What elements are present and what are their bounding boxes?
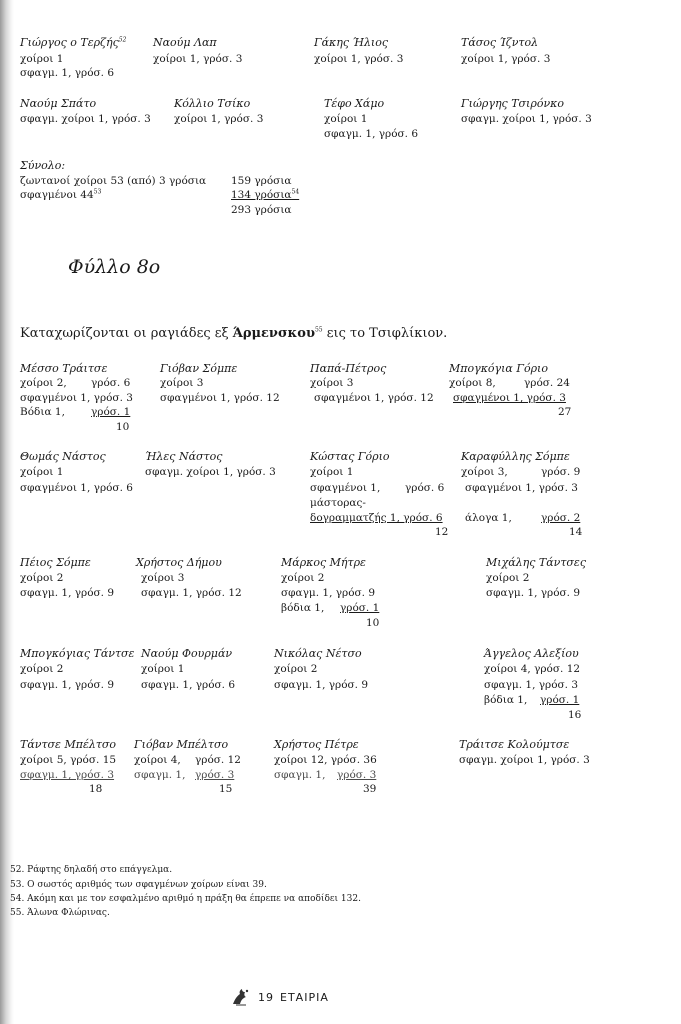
entry-name: Ναούμ Φουρμάν [141,647,233,660]
entry-line: χοίροι 3, [461,466,508,478]
entry-name: Μάρκος Μήτρε [281,556,366,569]
entry-line: χοίροι 1 [310,466,354,478]
entry-name: Ήλες Νάστος [145,450,223,463]
entry-line: χοίροι 2 [20,663,64,675]
entry-line: σφαγμ. 1, [274,769,326,781]
entry-line: χοίροι 1, γρόσ. 3 [461,53,551,65]
entry-line: γρόσ. 9 [541,466,581,478]
entry-line: σφαγμένοι 1, γρόσ. 3 [453,392,566,404]
entry-line: σφαγμ. 1, γρόσ. 9 [20,679,115,691]
entry-line: σφαγμ. χοίροι 1, γρόσ. 3 [20,113,151,125]
entry-name: Μέσσο Τράιτσε [20,362,108,375]
entry-name: Γιώργος ο Τερζής$^{52}$ [20,36,127,49]
entry-line: χοίροι 3 [141,572,185,584]
summary-slaughtered: σφαγμένοι $44^{53}$ [20,188,102,201]
footnote-54: 54. Ακόμη και με τον εσφαλμένο αριθμό η πράξη θα έπρεπε να αποδίδει 132. [10,894,361,904]
entry-line: βόδια 1, [281,602,325,614]
summary-slaughtered-total: 134 γρόσια$^{54}$ [231,188,300,201]
entry-total: 12 [435,526,449,538]
entry-line: σφαγμ. χοίροι 1, γρόσ. 3 [145,466,276,478]
entry-name: Γάκης Ήλιος [314,36,389,49]
entry-line: γρόσ. 1 [540,694,580,706]
entry-name: Νικόλας Νέτσο [274,647,362,660]
entry-line: άλογα 1, [465,512,512,524]
entry-line: σφαγμ. 1, γρόσ. 9 [486,587,581,599]
entry-line: χοίροι 1, γρόσ. 3 [153,53,243,65]
entry-line: σφαγμ. 1, γρόσ. 9 [281,587,376,599]
entry-line: χοίροι 12, γρόσ. 36 [274,754,377,766]
entry-line: χοίροι 8, [449,377,496,389]
page-number: 19 [258,990,274,1004]
entry-line: σφαγμένοι 1, γρόσ. 6 [20,482,133,494]
entry-line: σφαγμένοι 1, γρόσ. 3 [20,392,133,404]
entry-line: σφαγμένοι 1, γρόσ. 12 [160,392,280,404]
entry-total: 16 [568,709,582,721]
summary-live-pigs: ζωντανοί χοίροι 53 (από) 3 γρόσια [20,175,207,187]
entry-name: Τάντσε Μπέλτσο [20,738,117,751]
entry-name: Χρήστος Πέτρε [274,738,359,751]
entry-line: σφαγμ. 1, γρόσ. 9 [274,679,369,691]
entry-total: 14 [569,526,583,538]
entry-line: χοίροι 3 [160,377,204,389]
entry-name: Κόλλιο Τσίκο [174,97,251,110]
entry-name: Γιόβαν Μπέλτσο [134,738,229,751]
entry-name: Ναούμ Λαπ [153,36,217,49]
entry-line: χοίροι 2 [486,572,530,584]
page-footer [230,987,329,1007]
entry-line: χοίροι 1, γρόσ. 3 [174,113,264,125]
entry-name: Μπογκόγιας Τάντσε [20,647,135,660]
entry-line: χοίροι 1 [20,53,64,65]
entry-line: χοίροι 2 [20,572,64,584]
entry-line: δογραμματζής 1, γρόσ. 6 [310,512,443,524]
entry-line: μάστορας- [310,497,366,509]
entry-total: 27 [558,406,572,418]
footnote-55: 55. Άλωνα Φλώρινας. [10,908,110,918]
entry-line: σφαγμένοι 1, γρόσ. 3 [465,482,578,494]
entry-name: Παπά-Πέτρος [310,362,387,375]
entry-name: Τάσος Ίζντολ [461,36,539,49]
entry-name: Χρήστος Δήμου [136,556,222,569]
entry-total: 10 [366,617,380,629]
entry-line: γρόσ. 6 [91,377,131,389]
summary-live-total: 159 γρόσια [231,175,292,187]
entry-line: χοίροι 1 [20,466,64,478]
entry-line: σφαγμ. 1, γρόσ. 3 [20,769,115,781]
entry-line: χοίροι 5, γρόσ. 15 [20,754,117,766]
summary-grand-total: 293 γρόσια [231,204,292,216]
entry-line: σφαγμ. 1, γρόσ. 6 [141,679,236,691]
entry-line: σφαγμ. χοίροι 1, γρόσ. 3 [461,113,592,125]
entry-line: χοίροι 2 [274,663,318,675]
entry-line: χοίροι 2 [281,572,325,584]
entry-name: Μπογκόγια Γόριο [449,362,548,375]
entry-name: Κώστας Γόριο [310,450,390,463]
footnote-52: 52. Ράφτης δηλαδή στο επάγγελμα. [10,865,173,875]
entry-line: σφαγμ. 1, γρόσ. 6 [324,128,419,140]
entry-line: γρόσ. 3 [195,769,235,781]
entry-line: χοίροι 1, γρόσ. 3 [314,53,404,65]
entry-line: σφαγμ. χοίροι 1, γρόσ. 3 [459,754,590,766]
entry-line: σφαγμ. 1, γρόσ. 3 [484,679,579,691]
entry-line: σφαγμ. 1, γρόσ. 12 [141,587,242,599]
entry-name: Γιόβαν Σόμπε [160,362,238,375]
entry-line: σφαγμ. 1, [134,769,186,781]
entry-total: 18 [89,783,103,795]
entry-total: 10 [116,421,130,433]
footnote-53: 53. Ο σωστός αριθμός των σφαγμένων χοίρων είναι 39. [10,880,267,890]
entry-line: γρόσ. 1 [91,406,131,418]
entry-total: 15 [219,783,233,795]
entry-line: βόδια 1, [484,694,528,706]
entry-line: χοίροι 1 [324,113,368,125]
entry-name: Τέφο Χάμο [324,97,385,110]
entry-name: Τράιτσε Κολούμτσε [459,738,570,751]
entry-name: Πέιος Σόμπε [20,556,91,569]
entry-line: σφαγμ. 1, γρόσ. 9 [20,587,115,599]
entry-line: χοίροι 3 [310,377,354,389]
entry-name: Καραφύλλης Σόμπε [461,450,570,463]
entry-name: Θωμάς Νάστος [20,450,106,463]
entry-line: γρόσ. 1 [340,602,380,614]
section-intro: Καταχωρίζονται οι ραγιάδες εξ Άρμενσκου$^{55}$ εις το Τσιφλίκιον. [20,326,448,341]
entry-line: χοίροι 4, [134,754,181,766]
publisher-emblem-icon [230,987,252,1007]
entry-line: γρόσ. 3 [337,769,377,781]
entry-name: Μιχάλης Τάντσες [486,556,586,569]
entry-name: Γιώργης Τσιρόνκο [461,97,564,110]
entry-line: χοίροι 1 [141,663,185,675]
entry-line: γρόσ. 12 [195,754,241,766]
entry-line: σφαγμένοι 1, [310,482,381,494]
entry-line: Βόδια 1, [20,406,65,418]
entry-line: χοίροι 2, [20,377,67,389]
entry-line: γρόσ. 2 [541,512,581,524]
entry-line: σφαγμ. 1, γρόσ. 6 [20,67,115,79]
section-title: Φύλλο 8ο [68,256,161,278]
entry-line: σφαγμένοι 1, γρόσ. 12 [314,392,434,404]
entry-name: Άγγελος Αλεξίου [484,647,579,660]
publisher-name: ΕΤΑΙΡΙΑ [280,990,329,1004]
entry-line: γρόσ. 24 [524,377,570,389]
summary-label: Σύνολο: [20,159,66,172]
entry-total: 39 [363,783,377,795]
entry-line: γρόσ. 6 [405,482,445,494]
entry-name: Ναούμ Σπάτο [20,97,97,110]
entry-line: χοίροι 4, γρόσ. 12 [484,663,581,675]
